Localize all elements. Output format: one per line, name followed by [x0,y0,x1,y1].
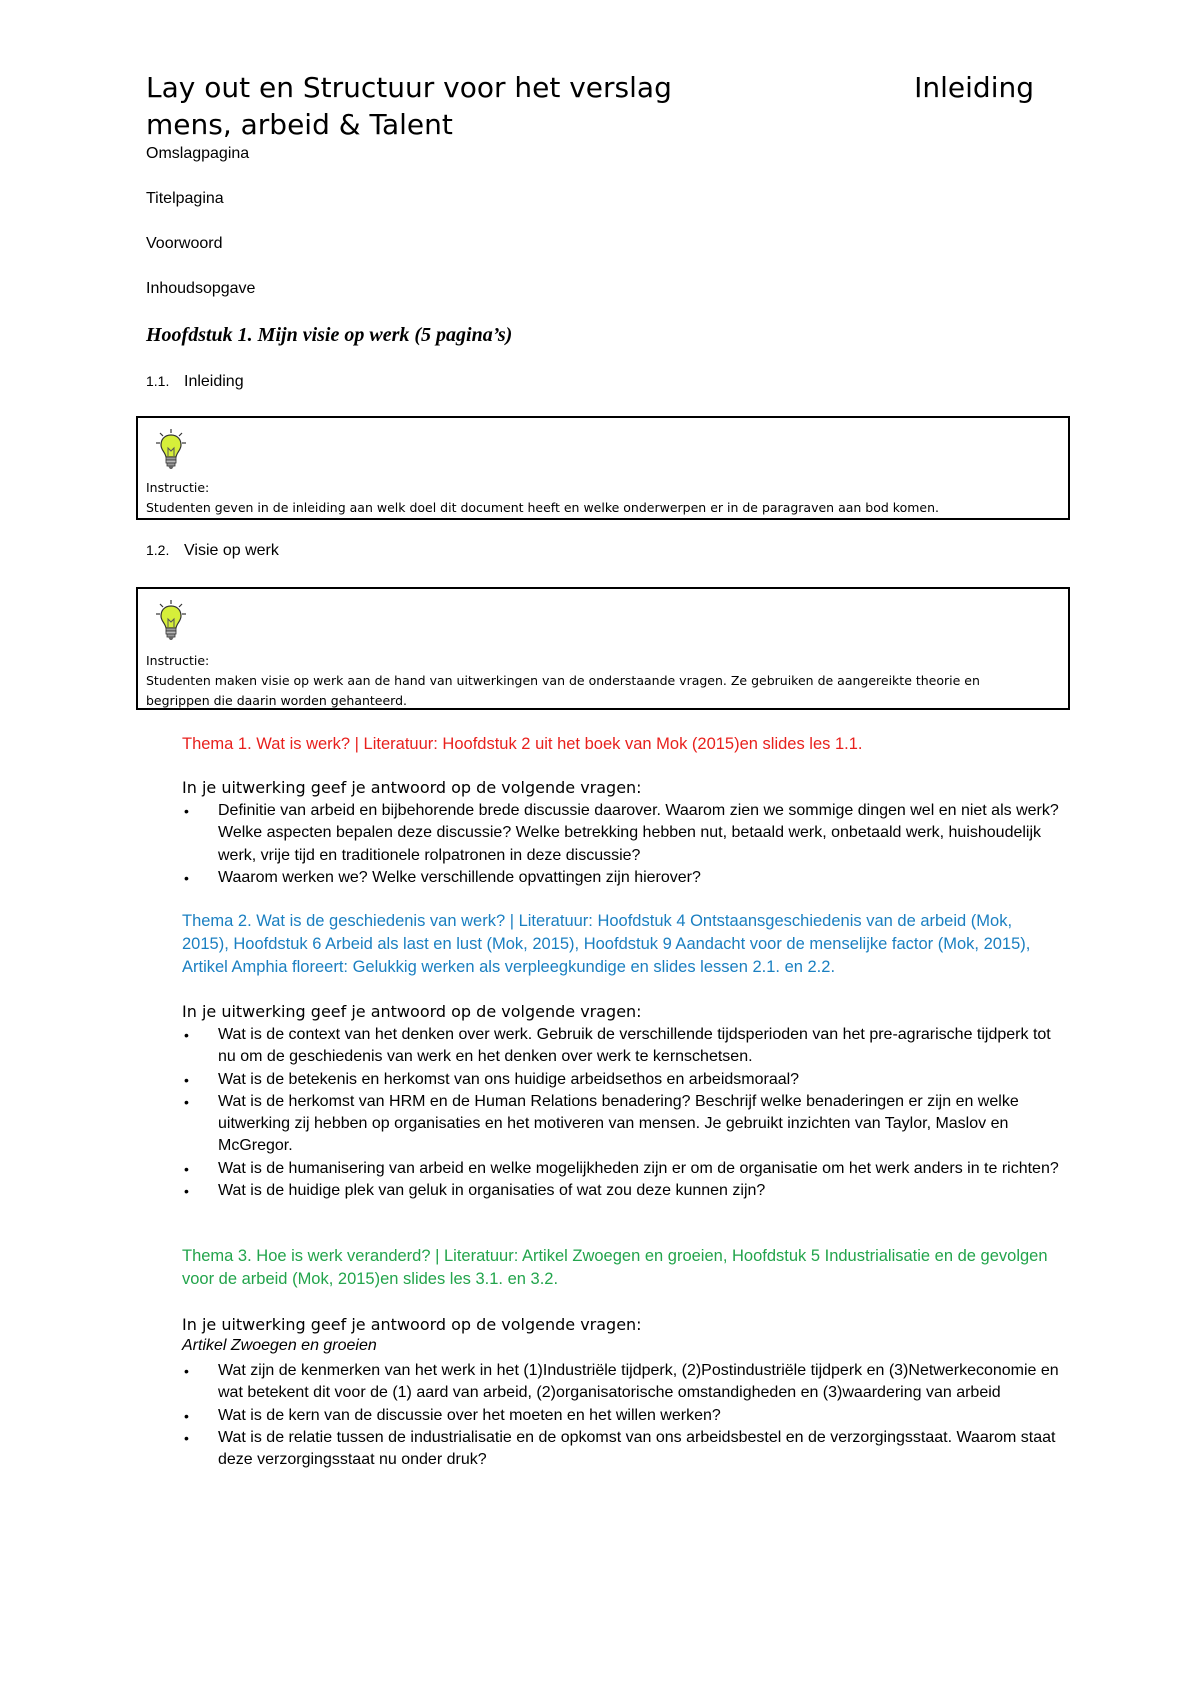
bullet-icon: • [184,1429,189,1446]
bullet-icon: • [184,869,189,886]
front-matter-item: Voorwoord [146,235,223,252]
instruction-box [136,587,1070,710]
section-number: 1.2. [146,542,170,558]
list-item: • Waarom werken we? Welke verschillende opvattingen zijn hierover? [182,867,1072,889]
theme-3-heading: Thema 3. Hoe is werk veranderd? | Literatuur: Artikel Zwoegen en groeien, Hoofdstuk 5 Industrialisatie en de gevolgen voor de arbeid (Mok, 2015)en slides les 3.1. en 3.2. [182,1247,1048,1288]
instruction-text: Studenten maken visie op werk aan de hand van uitwerkingen van de onderstaande vragen. Ze gebruiken de aangereikte theorie en [146,673,980,688]
bullet-icon: • [184,803,189,819]
instruction-text: begrippen die daarin worden gehanteerd. [146,693,408,708]
list-item: • Wat is de herkomst van HRM en de Human Relations benadering? Beschrijf welke benaderingen er zijn en welke uitwerking zij hebben op organisaties en het motiveren van mensen. Je gebruikt inzichten van Taylor, Maslov en McGregor. [184,1092,1019,1155]
list-item: • Definitie van arbeid en bijbehorende brede discussie daarover. Waarom zien we sommige dingen wel en niet als werk? Welke aspecten bepalen deze discussie? Welke betrekking hebben nut, betaald werk, onbetaald werk, huishoudelijk werk, vrije tijd en traditionele rolpatronen in deze discussie? [184,802,1059,864]
section-number: 1.1. [146,373,170,389]
section-heading-1-1 [146,373,244,391]
bullet-icon: • [184,1071,189,1088]
lightbulb-icon [156,428,186,474]
document-title: Lay out en Structuur voor het verslag [146,71,672,104]
list-item: • Wat zijn de kenmerken van het werk in het (1)Industriële tijdperk, (2)Postindustriële tijdperk en (3)Netwerkeconomie en wat betekent dit voor de (1) aard van arbeid, (2)organisatorische omstandigheden en (3)waardering van arbeid [184,1362,1059,1402]
front-matter-item: Titelpagina [146,190,224,207]
bullet-icon: • [184,1027,189,1043]
list-item: • Wat is de kern van de discussie over het moeten en het willen werken? [182,1405,1072,1427]
bullet-icon: • [184,1407,189,1424]
list-item: • Wat is de huidige plek van geluk in organisaties of wat zou deze kunnen zijn? [182,1180,1072,1202]
theme-2-question-list [182,1024,1072,1202]
list-item: • Wat is de betekenis en herkomst van ons huidige arbeidsethos en arbeidsmoraal? [182,1069,1072,1091]
lightbulb-icon [156,599,186,645]
section-label: Inleiding [184,373,244,390]
theme-2-heading: Thema 2. Wat is de geschiedenis van werk? | Literatuur: Hoofdstuk 4 Ontstaansgeschiedenis van de arbeid (Mok, 2015), Hoofdstuk 6 Arbeid als last en lust (Mok, 2015), Hoofdstuk 9 Aandacht voor de menselijke factor (Mok, 2015), Artikel Amphia floreert: Gelukkig werken als verpleegkundige en slides lessen 2.1. en 2.2. [182,912,1031,976]
bullet-icon: • [184,1160,189,1177]
header-section-label: Inleiding [914,71,1034,104]
instruction-label: Instructie: [146,653,210,668]
section-label: Visie op werk [184,542,279,559]
list-item: • Wat is de relatie tussen de industrialisatie en de opkomst van ons arbeidsbestel en de verzorgingsstaat. Waarom staat deze verzorgingsstaat nu onder druk? [184,1428,1056,1469]
theme-1-question-list [182,800,1072,889]
list-item: • Wat is de context van het denken over werk. Gebruik de verschillende tijdsperioden van het pre-agrarische tijdperk tot nu om de geschiedenis van werk en het denken over werk te kernschetsen. [184,1026,1051,1066]
section-heading-1-2 [146,542,279,560]
document-subtitle: mens, arbeid & Talent [146,108,453,141]
theme-2-intro: In je uitwerking geef je antwoord op de volgende vragen: [182,1002,642,1021]
chapter-heading: Hoofdstuk 1. Mijn visie op werk (5 pagina’s) [146,324,513,346]
theme-3-question-list [182,1360,1072,1471]
instruction-label: Instructie: [146,480,210,495]
front-matter-item: Inhoudsopgave [146,280,256,297]
list-item: • Wat is de humanisering van arbeid en welke mogelijkheden zijn er om de organisatie om het werk anders in te richten? [182,1158,1072,1180]
theme-1-heading: Thema 1. Wat is werk? | Literatuur: Hoofdstuk 2 uit het boek van Mok (2015)en slides les 1.1. [182,735,863,753]
bullet-icon: • [184,1183,189,1200]
bullet-icon: • [184,1093,189,1110]
theme-1-intro: In je uitwerking geef je antwoord op de volgende vragen: [182,778,642,797]
instruction-text: Studenten geven in de inleiding aan welk doel dit document heeft en welke onderwerpen er in de paragraven aan bod komen. [146,500,939,515]
bullet-icon: • [184,1363,189,1379]
theme-3-intro: In je uitwerking geef je antwoord op de volgende vragen: [182,1315,642,1334]
front-matter-item: Omslagpagina [146,145,250,162]
instruction-box [136,416,1070,520]
theme-3-subheading: Artikel Zwoegen en groeien [182,1337,377,1354]
